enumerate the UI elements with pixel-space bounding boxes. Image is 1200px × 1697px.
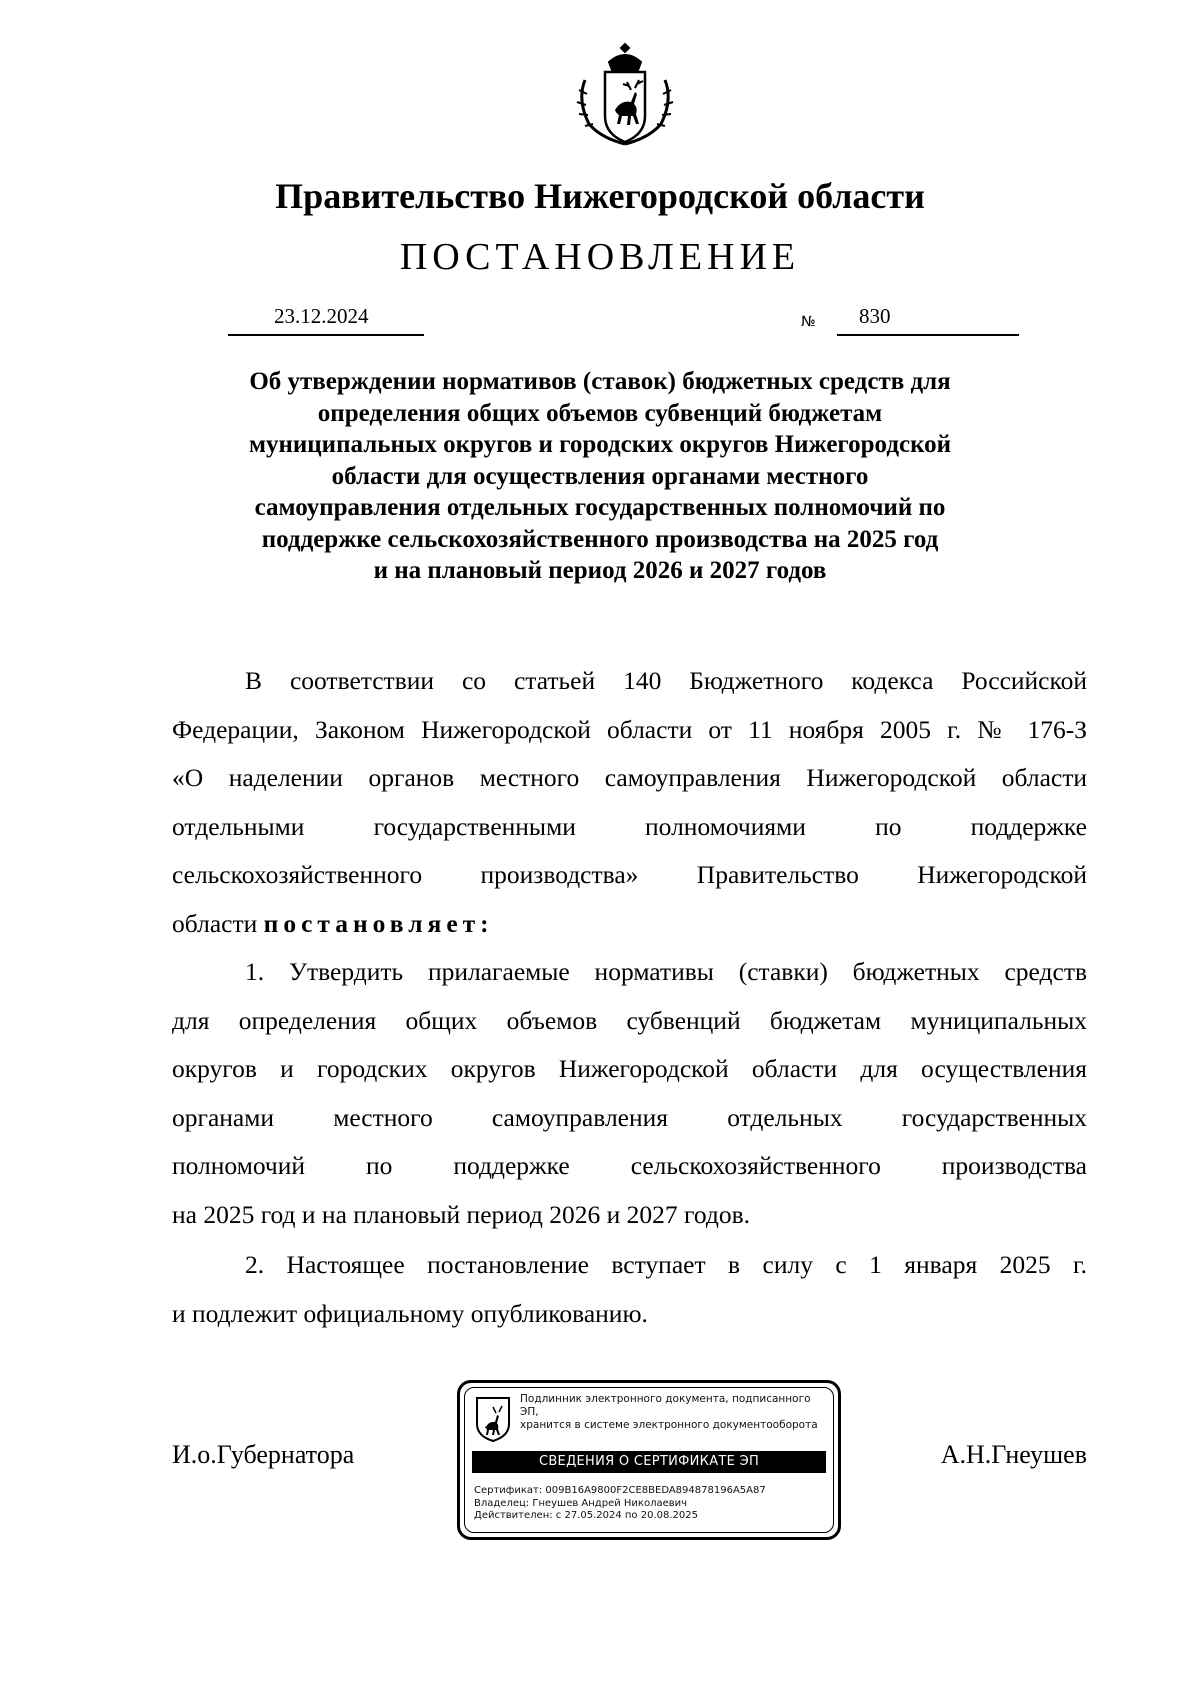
document-subject [200,366,1000,587]
date-field [228,302,424,336]
body-line: В соответствии со статьей 140 Бюджетного кодекса Российской [245,666,1087,695]
body-line: полномочий по поддержке сельскохозяйственного производства [172,1151,1087,1180]
certificate-info-bar: СВЕДЕНИЯ О СЕРТИФИКАТЕ ЭП [472,1451,826,1473]
stamp-note [520,1393,820,1432]
body-line: для определения общих объемов субвенций бюджетам муниципальных [172,1005,1087,1035]
coat-of-arms-small-icon [474,1395,512,1443]
certificate-details [474,1485,814,1523]
body-line: 1. Утвердить прилагаемые нормативы (ставки) бюджетных средств [245,957,1087,986]
number-sign: № [801,314,816,330]
subject-line: области для осуществления органами местного [331,462,869,490]
coat-of-arms-icon [565,40,685,148]
subject-line: самоуправления отдельных государственных полномочий по [254,494,946,521]
body-line: 2. Настоящее постановление вступает в силу с 1 января 2025 г. [245,1250,1087,1279]
item-paragraph [172,1241,1087,1338]
government-title: Правительство Нижегородской области [275,176,925,216]
number-field [837,302,1019,336]
subject-line: муниципальных округов и городских округов Нижегородской [248,431,952,458]
document-number: 830 [859,304,891,328]
stamp-note-line: Подлинник электронного документа, подписанного ЭП, [520,1393,811,1418]
body-line: «О наделении органов местного самоуправления Нижегородской области [172,763,1087,792]
body-line: округов и городских округов Нижегородской области для осуществления [172,1054,1087,1083]
subject-line: поддержке сельскохозяйственного производства на 2025 год [261,525,939,553]
body-line [172,900,1087,949]
body-line-prefix: области [172,908,264,938]
document-body [172,657,1087,1338]
body-line: Федерации, Законом Нижегородской области от 11 ноября 2005 г. № 176-З [172,714,1087,744]
body-line: на 2025 год и на плановый период 2026 и 2027 годов. [172,1199,751,1229]
certificate-id: Сертификат: 009B16A9800F2CE8BEDA894878196A5A87 [474,1485,766,1496]
subject-line: и на плановый период 2026 и 2027 годов [373,557,827,584]
body-line: и подлежит официальному опубликованию. [172,1298,648,1328]
signer-name: А.Н.Гнеушев [940,1440,1087,1469]
certificate-owner: Владелец: Гнеушев Андрей Николаевич [474,1497,688,1509]
body-line: сельскохозяйственного производства» Правительство Нижегородской [172,860,1087,889]
stamp-note-line: хранится в системе электронного документооборота [520,1419,818,1431]
decree-word: постановляет: [263,908,494,938]
preamble-paragraph [172,657,1087,948]
electronic-signature-stamp [457,1380,841,1540]
subject-line: Об утверждении нормативов (ставок) бюджетных средств для [249,368,951,395]
body-line: отдельными государственными полномочиями по поддержке [172,811,1087,841]
certificate-validity: Действителен: с 27.05.2024 по 20.08.2025 [474,1510,698,1521]
document-type: ПОСТАНОВЛЕНИЕ [399,236,801,278]
body-line: органами местного самоуправления отдельных государственных [172,1102,1087,1132]
signer-position: И.о.Губернатора [172,1440,355,1469]
document-date: 23.12.2024 [274,304,369,328]
subject-line: определения общих объемов субвенций бюджетам [317,399,883,427]
item-paragraph [172,948,1087,1239]
